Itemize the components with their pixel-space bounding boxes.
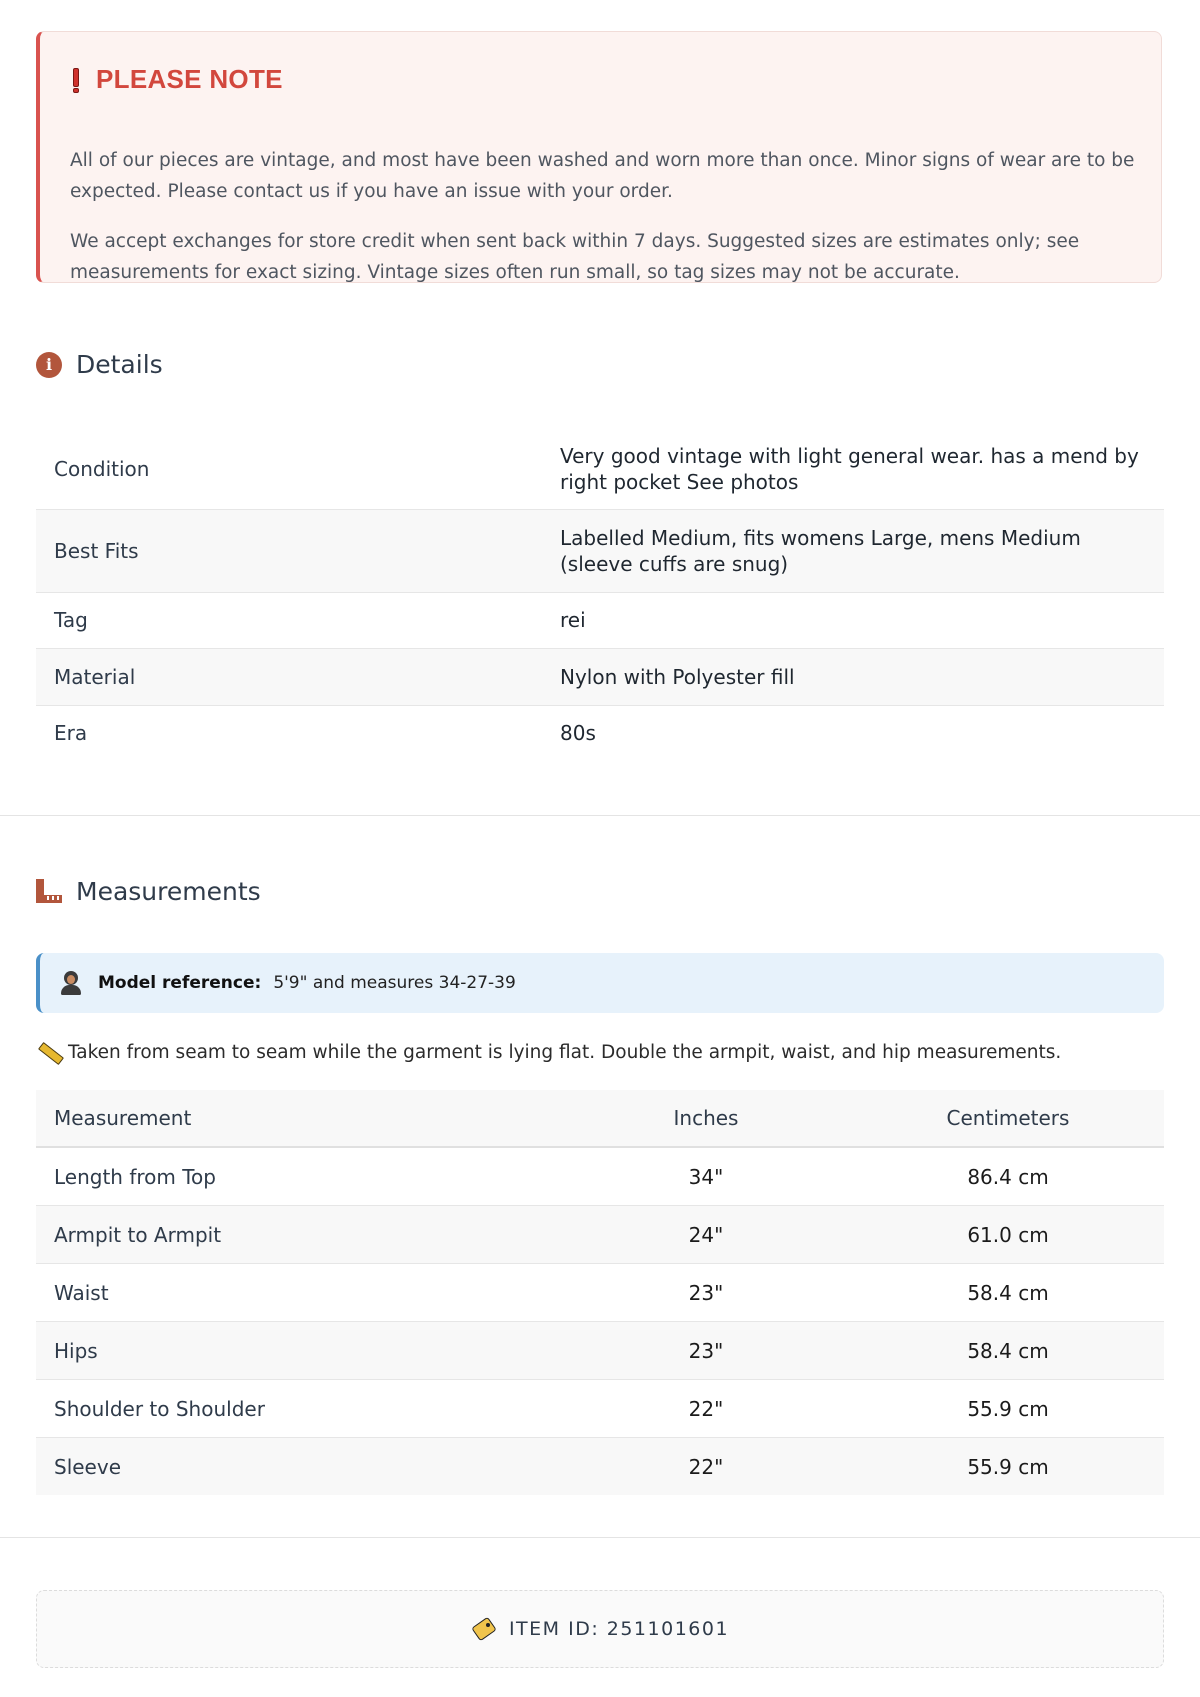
detail-value: rei [542, 592, 1164, 648]
detail-value: Nylon with Polyester fill [542, 648, 1164, 705]
table-row [36, 1264, 1164, 1322]
measurement-inches: 34" [560, 1147, 852, 1206]
item-id-box [36, 1590, 1164, 1668]
measurements-header [36, 877, 261, 906]
ruler-icon [36, 879, 62, 905]
table-row [36, 648, 1164, 705]
measurement-name: Waist [36, 1264, 560, 1322]
model-reference-box [36, 953, 1164, 1013]
detail-label: Condition [36, 429, 542, 509]
model-reference-label: Model reference: [98, 973, 262, 993]
table-row [36, 509, 1164, 592]
detail-value: 80s [560, 721, 596, 746]
column-header: Centimeters [852, 1090, 1164, 1147]
measurement-cm: 55.9 cm [852, 1380, 1164, 1438]
table-row [36, 1380, 1164, 1438]
person-icon [60, 971, 82, 995]
measurement-name: Sleeve [36, 1438, 560, 1496]
table-row [36, 592, 1164, 648]
detail-label: Material [36, 648, 542, 705]
notice-paragraph-2: We accept exchanges for store credit when sent back within 7 days. Suggested sizes are estimates only; see measurements for exact sizing. Vintage sizes often run small, so tag sizes may not be accurate. [70, 231, 1080, 283]
measurement-inches: 22" [560, 1380, 852, 1438]
table-header-row [36, 1090, 1164, 1147]
measurement-inches: 24" [560, 1206, 852, 1264]
measurement-name: Hips [36, 1322, 560, 1380]
column-header: Inches [560, 1090, 852, 1147]
details-header [36, 350, 163, 379]
measurement-inches: 23" [560, 1264, 852, 1322]
measurement-cm: 58.4 cm [852, 1322, 1164, 1380]
model-reference-value: 5'9" and measures 34-27-39 [273, 973, 516, 993]
measurement-cm: 86.4 cm [852, 1147, 1164, 1206]
measurement-inches: 22" [560, 1438, 852, 1496]
exclamation-icon [70, 66, 82, 94]
detail-value: Labelled Medium, fits womens Large, mens Medium (sleeve cuffs are snug) [542, 509, 1164, 592]
tag-icon [471, 1617, 497, 1641]
measurement-note [36, 1040, 1061, 1064]
info-icon: i [36, 352, 62, 378]
table-row [36, 1322, 1164, 1380]
measurement-cm: 61.0 cm [852, 1206, 1164, 1264]
measurement-name: Armpit to Armpit [36, 1206, 560, 1264]
measurement-cm: 55.9 cm [852, 1438, 1164, 1496]
details-title: Details [76, 350, 163, 379]
measurement-name: Shoulder to Shoulder [36, 1380, 560, 1438]
pencil-icon [36, 1040, 60, 1064]
table-row [36, 1438, 1164, 1496]
notice-title: PLEASE NOTE [96, 64, 283, 94]
measurement-name: Length from Top [36, 1147, 560, 1206]
section-divider [0, 1537, 1200, 1538]
table-row [36, 429, 1164, 509]
column-header: Measurement [36, 1090, 560, 1147]
item-id: ITEM ID: 251101601 [508, 1618, 730, 1640]
notice-paragraph-1: All of our pieces are vintage, and most have been washed and worn more than once. Minor signs of wear are to be expected. Please contact us if you have an issue with your order. [70, 150, 1135, 202]
table-row [36, 705, 1164, 761]
table-row [36, 1206, 1164, 1264]
detail-label: Tag [36, 592, 542, 648]
measurements-table [36, 1090, 1164, 1495]
measurements-title: Measurements [76, 877, 261, 906]
please-note-box [36, 31, 1162, 283]
details-table [36, 429, 1164, 761]
notice-header [70, 64, 283, 95]
section-divider [0, 815, 1200, 816]
detail-value: Very good vintage with light general wear. has a mend by right pocket See photos [542, 429, 1164, 509]
measurement-inches: 23" [560, 1322, 852, 1380]
measurement-note-text: Taken from seam to seam while the garment is lying flat. Double the armpit, waist, and hip measurements. [68, 1041, 1062, 1063]
detail-label: Best Fits [36, 509, 542, 592]
table-row [36, 1147, 1164, 1206]
measurement-cm: 58.4 cm [852, 1264, 1164, 1322]
detail-label: Era [54, 721, 88, 746]
